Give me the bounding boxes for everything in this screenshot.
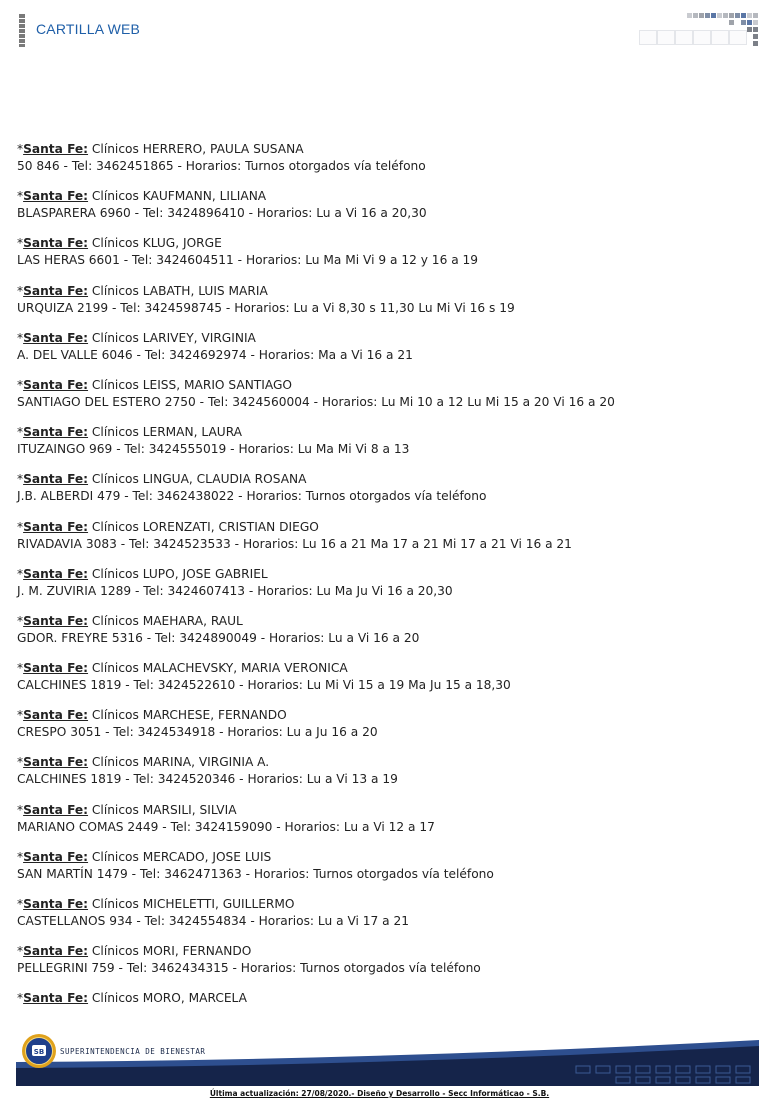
- mosaic-square: [747, 13, 752, 18]
- provider-tel-label: Tel:: [144, 914, 166, 928]
- provider-phone: 3424604511: [156, 253, 234, 268]
- provider-address: J.B. ALBERDI 479: [17, 489, 121, 504]
- mosaic-square: [735, 13, 740, 18]
- institution-seal: [21, 1033, 57, 1069]
- provider-address: SANTIAGO DEL ESTERO 2750: [17, 394, 196, 409]
- provider-name: LINGUA, CLAUDIA ROSANA: [142, 472, 307, 487]
- provider-name: MALACHEVSKY, MARIA VERONICA: [142, 661, 348, 676]
- provider-address: MARIANO COMAS 2449: [17, 819, 159, 834]
- provider-hours: Lu a Vi 17 a 21: [317, 914, 410, 928]
- provider-specialty: Clínicos: [91, 944, 139, 959]
- provider-name: HERRERO, PAULA SUSANA: [142, 142, 304, 156]
- provider-tel-label: Tel:: [120, 300, 141, 315]
- provider-separator: -: [246, 347, 259, 362]
- provider-hours: Lu Ma Mi Vi 8 a 13: [297, 442, 410, 457]
- page-footer: [0, 1028, 759, 1101]
- provider-separator: -: [59, 159, 72, 173]
- provider-hours: Lu a Vi 16 a 20,30: [316, 206, 427, 221]
- provider-location: Santa Fe:: [23, 944, 89, 959]
- provider-specialty: Clínicos: [91, 283, 139, 298]
- provider-name: MORO, MARCELA: [142, 991, 247, 1006]
- provider-separator: -: [235, 772, 248, 787]
- footer-credits: Última actualización: 27/08/2020.- Diseño y Desarrollo - Secc Informáticao - S.B.: [209, 1089, 550, 1098]
- provider-phone: 3424522610: [157, 678, 236, 693]
- provider-tel-label: Tel:: [132, 489, 153, 504]
- provider-hours-label: Horarios:: [253, 866, 310, 881]
- provider-phone: 3424607413: [167, 583, 246, 598]
- provider-details: [17, 866, 747, 883]
- mosaic-box: [711, 30, 729, 45]
- mosaic-square: [741, 13, 746, 18]
- seal-lettering: SB: [33, 1048, 45, 1056]
- provider-separator: -: [234, 489, 247, 504]
- provider-hours-label: Horarios:: [245, 253, 302, 268]
- provider-hours-label: Horarios:: [246, 489, 302, 504]
- provider-specialty: Clínicos: [91, 189, 139, 204]
- provider-name: LORENZATI, CRISTIAN DIEGO: [142, 519, 319, 534]
- provider-heading: *Santa Fe: Clínicos MARCHESE, FERNANDO: [17, 708, 287, 723]
- provider-specialty: Clínicos: [91, 377, 139, 392]
- provider-heading: *Santa Fe: Clínicos LARIVEY, VIRGINIA: [17, 330, 256, 345]
- provider-details: [17, 583, 747, 600]
- provider-phone: 3424560004: [232, 394, 310, 409]
- provider-tel-label: Tel:: [113, 725, 134, 740]
- header-bar-decoration: [19, 14, 25, 47]
- mosaic-square: [693, 13, 698, 18]
- provider-hours-label: Horarios:: [284, 819, 340, 834]
- provider-tel-label: Tel:: [139, 866, 161, 881]
- provider-tel-label: Tel:: [126, 961, 148, 976]
- provider-hours: Turnos otorgados vía teléfono: [313, 866, 494, 881]
- provider-name: LEISS, MARIO SANTIAGO: [142, 377, 293, 392]
- provider-hours: Turnos otorgados vía teléfono: [300, 961, 481, 976]
- provider-address: J. M. ZUVIRIA 1289: [17, 583, 132, 598]
- provider-heading: *Santa Fe: Clínicos MALACHEVSKY, MARIA VERONICA: [17, 661, 348, 676]
- provider-heading: *Santa Fe: Clínicos MERCADO, JOSE LUIS: [17, 849, 272, 864]
- provider-phone: 3424598745: [144, 300, 223, 315]
- provider-specialty: Clínicos: [91, 330, 139, 345]
- provider-phone: 3424159090: [194, 819, 273, 834]
- provider-address: PELLEGRINI 759: [17, 961, 115, 976]
- mosaic-square: [747, 27, 752, 32]
- provider-tel-label: Tel:: [155, 630, 176, 645]
- provider-address: 50 846: [17, 159, 60, 173]
- mosaic-square: [753, 41, 758, 46]
- provider-hours-label: Horarios:: [269, 630, 325, 645]
- provider-details: [17, 630, 747, 647]
- provider-phone: 3424534918: [137, 725, 216, 740]
- provider-specialty: Clínicos: [91, 991, 139, 1006]
- provider-hours: Lu a Vi 13 a 19: [306, 772, 398, 787]
- provider-phone: 3462434315: [151, 961, 229, 976]
- provider-hours-label: Horarios:: [257, 583, 313, 598]
- footer-band-decoration: [16, 1028, 759, 1088]
- provider-heading: *Santa Fe: Clínicos MICHELETTI, GUILLERMO: [17, 897, 295, 911]
- provider-separator: -: [233, 253, 246, 268]
- provider-hours-label: Horarios:: [242, 536, 299, 551]
- provider-separator: -: [121, 772, 134, 787]
- provider-hours-label: Horarios:: [247, 678, 303, 693]
- provider-heading: *Santa Fe: Clínicos LABATH, LUIS MARIA: [17, 283, 268, 298]
- provider-name: MORI, FERNANDO: [142, 944, 252, 959]
- provider-separator: -: [309, 394, 322, 409]
- provider-separator: -: [132, 914, 145, 928]
- provider-name: LERMAN, LAURA: [142, 425, 243, 440]
- mosaic-box: [729, 30, 747, 45]
- page-title: CARTILLA WEB: [36, 21, 141, 37]
- provider-details: [17, 205, 747, 222]
- provider-location: Santa Fe:: [23, 613, 89, 628]
- provider-details: [17, 960, 747, 977]
- provider-details: [17, 771, 747, 788]
- provider-separator: -: [101, 725, 114, 740]
- provider-location: Santa Fe:: [23, 189, 89, 204]
- organization-name: SUPERINTENDENCIA DE BIENESTAR: [60, 1047, 206, 1056]
- provider-details: [17, 536, 747, 553]
- provider-specialty: Clínicos: [91, 849, 139, 864]
- provider-details: [17, 441, 747, 458]
- provider-tel-label: Tel:: [124, 442, 145, 457]
- provider-hours-label: Horarios:: [227, 725, 283, 740]
- provider-location: Santa Fe:: [23, 519, 89, 534]
- provider-specialty: Clínicos: [91, 566, 139, 581]
- provider-heading: *Santa Fe: Clínicos MORO, MARCELA: [17, 991, 247, 1006]
- provider-tel-label: Tel:: [144, 347, 166, 362]
- provider-separator: -: [114, 961, 127, 976]
- provider-specialty: Clínicos: [91, 236, 139, 251]
- provider-location: Santa Fe:: [23, 802, 89, 817]
- provider-tel-label: Tel:: [71, 159, 93, 173]
- provider-separator: -: [245, 583, 258, 598]
- provider-hours-label: Horarios:: [240, 961, 297, 976]
- provider-address: CALCHINES 1819: [17, 678, 122, 693]
- provider-separator: -: [132, 347, 145, 362]
- provider-heading: *Santa Fe: Clínicos MAEHARA, RAUL: [17, 613, 243, 628]
- mosaic-square: [723, 13, 728, 18]
- provider-separator: -: [119, 253, 132, 268]
- provider-details: [17, 158, 747, 175]
- provider-hours-label: Horarios:: [247, 772, 303, 787]
- provider-separator: -: [246, 914, 259, 928]
- provider-phone: 3424555019: [148, 442, 227, 457]
- provider-address: LAS HERAS 6601: [17, 253, 120, 268]
- provider-separator: -: [142, 630, 156, 645]
- provider-details: [17, 347, 747, 364]
- mosaic-square: [729, 20, 734, 25]
- provider-location: Santa Fe:: [23, 755, 89, 770]
- provider-hours: Lu a Vi 8,30 s 11,30 Lu Mi Vi 16 s 19: [293, 300, 515, 315]
- provider-phone: 3462471363: [164, 866, 242, 881]
- provider-address: CASTELLANOS 934: [17, 914, 133, 928]
- provider-hours: Turnos otorgados vía teléfono: [245, 159, 426, 173]
- provider-details: [17, 819, 747, 836]
- provider-location: Santa Fe:: [23, 566, 89, 581]
- provider-entry: [17, 566, 747, 613]
- provider-address: BLASPARERA 6960: [17, 206, 131, 221]
- provider-separator: -: [158, 819, 171, 834]
- provider-name: LUPO, JOSE GABRIEL: [142, 566, 268, 581]
- provider-entry: [17, 424, 747, 471]
- provider-hours: Lu Ma Mi Vi 9 a 12 y 16 a 19: [305, 253, 479, 268]
- mosaic-box: [639, 30, 657, 45]
- provider-heading: *Santa Fe: Clínicos LINGUA, CLAUDIA ROSANA: [17, 472, 307, 487]
- provider-separator: -: [215, 725, 228, 740]
- provider-specialty: Clínicos: [91, 755, 139, 770]
- provider-entry: [17, 943, 747, 990]
- provider-entry: [17, 141, 747, 188]
- mosaic-square: [741, 20, 746, 25]
- provider-separator: -: [130, 206, 143, 221]
- provider-location: Santa Fe:: [23, 472, 89, 487]
- provider-address: CALCHINES 1819: [17, 772, 122, 787]
- provider-separator: -: [226, 442, 239, 457]
- provider-name: KAUFMANN, LILIANA: [142, 189, 267, 204]
- provider-hours-label: Horarios:: [321, 394, 378, 409]
- provider-entry: [17, 613, 747, 660]
- provider-hours: Lu a Vi 16 a 20: [328, 630, 420, 645]
- provider-location: Santa Fe:: [23, 708, 89, 723]
- provider-tel-label: Tel:: [142, 206, 164, 221]
- provider-hours: Lu Mi 10 a 12 Lu Mi 15 a 20 Vi 16 a 20: [381, 394, 615, 409]
- provider-address: RIVADAVIA 3083: [17, 536, 117, 551]
- provider-hours-label: Horarios:: [258, 914, 315, 928]
- provider-name: MARINA, VIRGINIA A.: [142, 755, 270, 770]
- provider-specialty: Clínicos: [91, 142, 139, 156]
- provider-heading: *Santa Fe: Clínicos LEISS, MARIO SANTIAGO: [17, 377, 293, 392]
- provider-entry: [17, 283, 747, 330]
- provider-hours-label: Horarios:: [256, 206, 313, 221]
- provider-location: Santa Fe:: [23, 377, 89, 392]
- provider-tel-label: Tel:: [207, 394, 229, 409]
- provider-details: [17, 252, 747, 269]
- mosaic-square: [747, 20, 752, 25]
- provider-heading: *Santa Fe: Clínicos LUPO, JOSE GABRIEL: [17, 566, 268, 581]
- provider-specialty: Clínicos: [91, 519, 139, 534]
- provider-entry: [17, 802, 747, 849]
- provider-name: MERCADO, JOSE LUIS: [142, 849, 272, 864]
- provider-tel-label: Tel:: [131, 253, 153, 268]
- provider-phone: 3424896410: [167, 206, 245, 221]
- mosaic-box: [675, 30, 693, 45]
- provider-specialty: Clínicos: [91, 472, 139, 487]
- provider-separator: -: [272, 819, 285, 834]
- provider-entry: [17, 660, 747, 707]
- provider-entry: [17, 519, 747, 566]
- mosaic-square: [705, 13, 710, 18]
- provider-separator: -: [121, 678, 134, 693]
- provider-location: Santa Fe:: [23, 330, 89, 345]
- provider-tel-label: Tel:: [170, 819, 191, 834]
- mosaic-box: [693, 30, 711, 45]
- mosaic-square: [699, 13, 704, 18]
- provider-heading: *Santa Fe: Clínicos HERRERO, PAULA SUSANA: [17, 142, 304, 156]
- provider-separator: -: [195, 394, 208, 409]
- provider-location: Santa Fe:: [23, 661, 89, 676]
- mosaic-box: [657, 30, 675, 45]
- provider-name: KLUG, JORGE: [142, 236, 222, 251]
- provider-hours: Lu Ma Ju Vi 16 a 20,30: [316, 583, 453, 598]
- provider-phone: 3424890049: [179, 630, 257, 645]
- provider-entry: [17, 377, 747, 424]
- provider-details: [17, 488, 747, 505]
- provider-phone: 3462438022: [156, 489, 235, 504]
- provider-heading: *Santa Fe: Clínicos LORENZATI, CRISTIAN DIEGO: [17, 519, 319, 534]
- provider-specialty: Clínicos: [91, 613, 139, 628]
- provider-phone: 3424520346: [157, 772, 236, 787]
- provider-entry: [17, 235, 747, 282]
- provider-details: [17, 724, 747, 741]
- provider-separator: -: [244, 206, 257, 221]
- provider-name: MICHELETTI, GUILLERMO: [142, 897, 295, 911]
- provider-entry: [17, 754, 747, 801]
- provider-separator: -: [256, 630, 269, 645]
- provider-entry: [17, 471, 747, 518]
- provider-specialty: Clínicos: [91, 661, 139, 676]
- mosaic-square: [753, 13, 758, 18]
- provider-hours: Lu a Vi 12 a 17: [343, 819, 435, 834]
- provider-details: [17, 913, 747, 930]
- mosaic-square: [687, 13, 692, 18]
- provider-separator: -: [108, 300, 121, 315]
- provider-heading: *Santa Fe: Clínicos MARSILI, SILVIA: [17, 802, 237, 817]
- provider-phone: 3424554834: [168, 914, 247, 928]
- mosaic-square: [717, 13, 722, 18]
- provider-hours: Lu 16 a 21 Ma 17 a 21 Mi 17 a 21 Vi 16 a 21: [302, 536, 572, 551]
- provider-phone: 3462451865: [96, 159, 174, 173]
- provider-phone: 3424523533: [153, 536, 231, 551]
- provider-location: Santa Fe:: [23, 849, 89, 864]
- provider-name: MAEHARA, RAUL: [142, 613, 243, 628]
- provider-list: [17, 141, 747, 1038]
- mosaic-square: [711, 13, 716, 18]
- page-header: [0, 0, 759, 60]
- provider-specialty: Clínicos: [91, 897, 139, 911]
- provider-details: [17, 394, 747, 411]
- provider-specialty: Clínicos: [91, 802, 139, 817]
- provider-location: Santa Fe:: [23, 236, 89, 251]
- provider-location: Santa Fe:: [23, 897, 89, 911]
- provider-tel-label: Tel:: [143, 583, 164, 598]
- provider-hours: Lu a Ju 16 a 20: [286, 725, 378, 740]
- provider-hours: Lu Mi Vi 15 a 19 Ma Ju 15 a 18,30: [306, 678, 511, 693]
- provider-specialty: Clínicos: [91, 708, 139, 723]
- provider-phone: 3424692974: [169, 347, 247, 362]
- provider-address: ITUZAINGO 969: [17, 442, 113, 457]
- provider-details: [17, 677, 747, 694]
- provider-heading: *Santa Fe: Clínicos KAUFMANN, LILIANA: [17, 189, 267, 204]
- provider-address: A. DEL VALLE 6046: [17, 347, 133, 362]
- header-mosaic-decoration: [637, 11, 759, 47]
- provider-hours-label: Horarios:: [234, 300, 290, 315]
- provider-name: MARCHESE, FERNANDO: [142, 708, 287, 723]
- provider-hours-label: Horarios:: [238, 442, 294, 457]
- provider-address: CRESPO 3051: [17, 725, 102, 740]
- provider-name: LARIVEY, VIRGINIA: [142, 330, 256, 345]
- provider-separator: -: [116, 536, 129, 551]
- provider-address: SAN MARTÍN 1479: [17, 866, 128, 881]
- mosaic-square: [753, 20, 758, 25]
- provider-separator: -: [241, 866, 254, 881]
- provider-location: Santa Fe:: [23, 142, 89, 156]
- provider-entry: [17, 707, 747, 754]
- provider-heading: *Santa Fe: Clínicos MARINA, VIRGINIA A.: [17, 755, 270, 770]
- provider-entry: [17, 330, 747, 377]
- provider-entry: [17, 849, 747, 896]
- provider-address: URQUIZA 2199: [17, 300, 109, 315]
- provider-separator: -: [230, 536, 243, 551]
- provider-entry: [17, 896, 747, 943]
- provider-tel-label: Tel:: [129, 536, 150, 551]
- provider-entry: [17, 188, 747, 235]
- mosaic-square: [753, 27, 758, 32]
- provider-separator: -: [127, 866, 140, 881]
- provider-details: [17, 300, 747, 317]
- provider-heading: *Santa Fe: Clínicos LERMAN, LAURA: [17, 425, 243, 440]
- provider-separator: -: [120, 489, 133, 504]
- provider-tel-label: Tel:: [133, 678, 154, 693]
- provider-hours-label: Horarios:: [185, 159, 242, 173]
- provider-address: GDOR. FREYRE 5316: [17, 630, 143, 645]
- mosaic-square: [753, 34, 758, 39]
- provider-location: Santa Fe:: [23, 425, 89, 440]
- provider-separator: -: [131, 583, 144, 598]
- provider-separator: -: [228, 961, 241, 976]
- provider-tel-label: Tel:: [133, 772, 154, 787]
- provider-hours-label: Horarios:: [258, 347, 315, 362]
- mosaic-square: [729, 13, 734, 18]
- provider-specialty: Clínicos: [91, 425, 139, 440]
- provider-hours: Ma a Vi 16 a 21: [318, 347, 413, 362]
- provider-hours: Turnos otorgados vía teléfono: [305, 489, 487, 504]
- provider-separator: -: [112, 442, 125, 457]
- provider-name: LABATH, LUIS MARIA: [142, 283, 268, 298]
- provider-separator: -: [235, 678, 248, 693]
- provider-separator: -: [222, 300, 235, 315]
- provider-name: MARSILI, SILVIA: [142, 802, 237, 817]
- provider-heading: *Santa Fe: Clínicos MORI, FERNANDO: [17, 944, 252, 959]
- provider-heading: *Santa Fe: Clínicos KLUG, JORGE: [17, 236, 222, 251]
- provider-location: Santa Fe:: [23, 991, 89, 1006]
- provider-separator: -: [173, 159, 186, 173]
- provider-location: Santa Fe:: [23, 283, 89, 298]
